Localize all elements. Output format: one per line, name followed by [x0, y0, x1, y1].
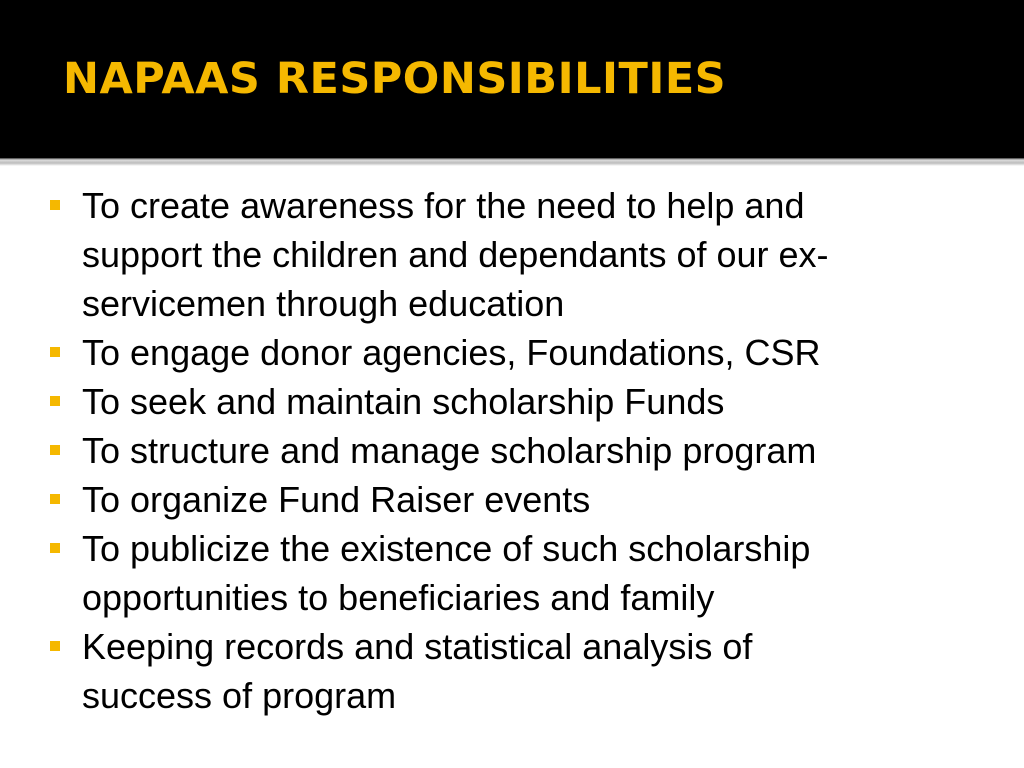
content-area — [0, 166, 1024, 768]
bullet-line: To publicize the existence of such scholarship — [82, 528, 811, 569]
bullet-item — [48, 377, 988, 426]
bullet-line: opportunities to beneficiaries and family — [82, 577, 715, 618]
bullet-item — [48, 622, 988, 720]
bullet-item — [48, 426, 988, 475]
bullet-line: success of program — [82, 675, 397, 716]
bullet-line: To engage donor agencies, Foundations, CSR — [82, 332, 821, 373]
square-bullet-icon — [50, 641, 60, 651]
bullet-list — [48, 181, 988, 720]
bullet-line: To create awareness for the need to help and — [82, 185, 805, 226]
title-band — [0, 0, 1024, 160]
bullet-item — [48, 475, 988, 524]
bullet-item — [48, 524, 988, 622]
bullet-item — [48, 181, 988, 328]
bullet-line: To organize Fund Raiser events — [82, 479, 591, 520]
square-bullet-icon — [50, 445, 60, 455]
square-bullet-icon — [50, 494, 60, 504]
square-bullet-icon — [50, 200, 60, 210]
bullet-line: To structure and manage scholarship program — [82, 430, 817, 471]
bullet-line: To seek and maintain scholarship Funds — [82, 381, 725, 422]
square-bullet-icon — [50, 396, 60, 406]
square-bullet-icon — [50, 543, 60, 553]
square-bullet-icon — [50, 347, 60, 357]
bullet-line: servicemen through education — [82, 283, 565, 324]
bullet-item — [48, 328, 988, 377]
title-divider — [0, 158, 1024, 166]
slide-title: NAPAAS RESPONSIBILITIES — [63, 54, 727, 104]
bullet-line: Keeping records and statistical analysis of — [82, 626, 753, 667]
bullet-line: support the children and dependants of our ex- — [82, 234, 829, 275]
